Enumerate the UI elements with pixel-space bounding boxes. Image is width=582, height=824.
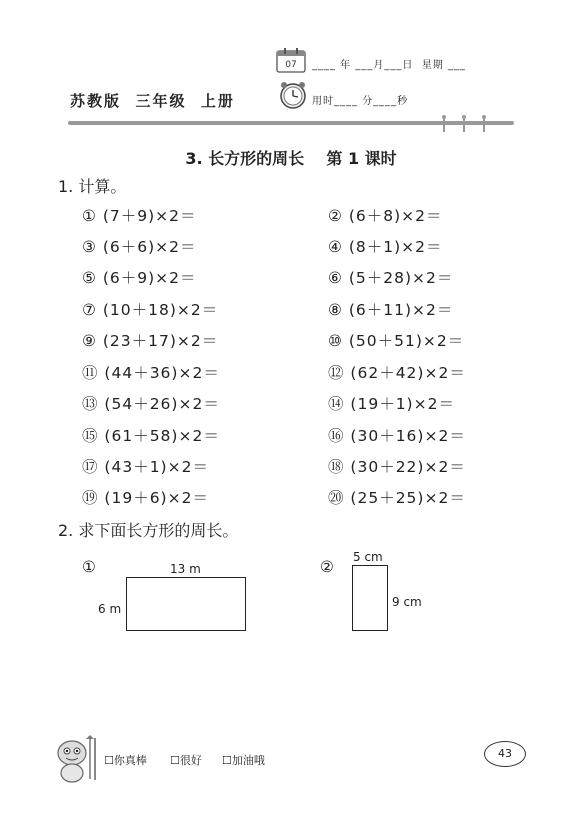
calendar-day: 07 [285,60,297,70]
figure-2-number: ② [320,558,335,576]
problem-3: ③ (6＋6)×2＝ [82,238,197,256]
problem-4: ④ (8＋1)×2＝ [328,238,443,256]
problem-19: ⑲ (19＋6)×2＝ [82,489,209,507]
problem-9: ⑨ (23＋17)×2＝ [82,332,219,350]
rectangle-1 [126,577,246,631]
date-line: ____ 年 ___月___日 星期 ___ [312,60,466,71]
problem-6: ⑥ (5＋28)×2＝ [328,269,454,287]
rating-option-great-label: 你真棒 [113,754,147,767]
rating-option-good-label: 很好 [179,754,202,767]
question-2-heading: 2. 求下面长方形的周长。 [58,521,239,540]
rating-option-keep-going[interactable]: ☐加油哦 [222,754,265,767]
figure-2-height-label: 9 cm [392,595,422,609]
problem-16: ⑯ (30＋16)×2＝ [328,427,466,445]
problem-7: ⑦ (10＋18)×2＝ [82,301,219,319]
footer-divider [94,738,96,780]
problem-13: ⑬ (54＋26)×2＝ [82,395,220,413]
edition-label: 苏教版 三年级 上册 [70,92,235,110]
problem-2: ② (6＋8)×2＝ [328,207,443,225]
problem-5: ⑤ (6＋9)×2＝ [82,269,197,287]
problem-18: ⑱ (30＋22)×2＝ [328,458,466,476]
figure-1-height-label: 6 m [98,602,122,616]
figure-2-width-label: 5 cm [353,550,383,564]
calendar-icon [276,47,306,73]
mascot-icon [50,733,100,785]
problem-17: ⑰ (43＋1)×2＝ [82,458,209,476]
page-number: 43 [484,741,526,767]
rating-option-great[interactable]: ☐你真棒 [104,754,147,767]
rating-option-keep-going-label: 加油哦 [231,754,265,767]
figure-1-width-label: 13 m [170,562,201,576]
problem-14: ⑭ (19＋1)×2＝ [328,395,455,413]
rectangle-2 [352,565,388,631]
problem-15: ⑮ (61＋58)×2＝ [82,427,220,445]
question-1-heading: 1. 计算。 [58,177,127,196]
problem-10: ⑩ (50＋51)×2＝ [328,332,465,350]
problem-20: ⑳ (25＋25)×2＝ [328,489,466,507]
figure-1-number: ① [82,558,97,576]
rating-option-good[interactable]: ☐很好 [170,754,202,767]
clock-icon [278,80,308,110]
decoration-icon [436,113,496,135]
problem-1: ① (7＋9)×2＝ [82,207,197,225]
time-used-line: 用时____ 分____秒 [312,96,409,107]
problem-8: ⑧ (6＋11)×2＝ [328,301,454,319]
problem-11: ⑪ (44＋36)×2＝ [82,364,220,382]
problem-12: ⑫ (62＋42)×2＝ [328,364,466,382]
page-title: 3. 长方形的周长 第 1 课时 [185,149,397,168]
